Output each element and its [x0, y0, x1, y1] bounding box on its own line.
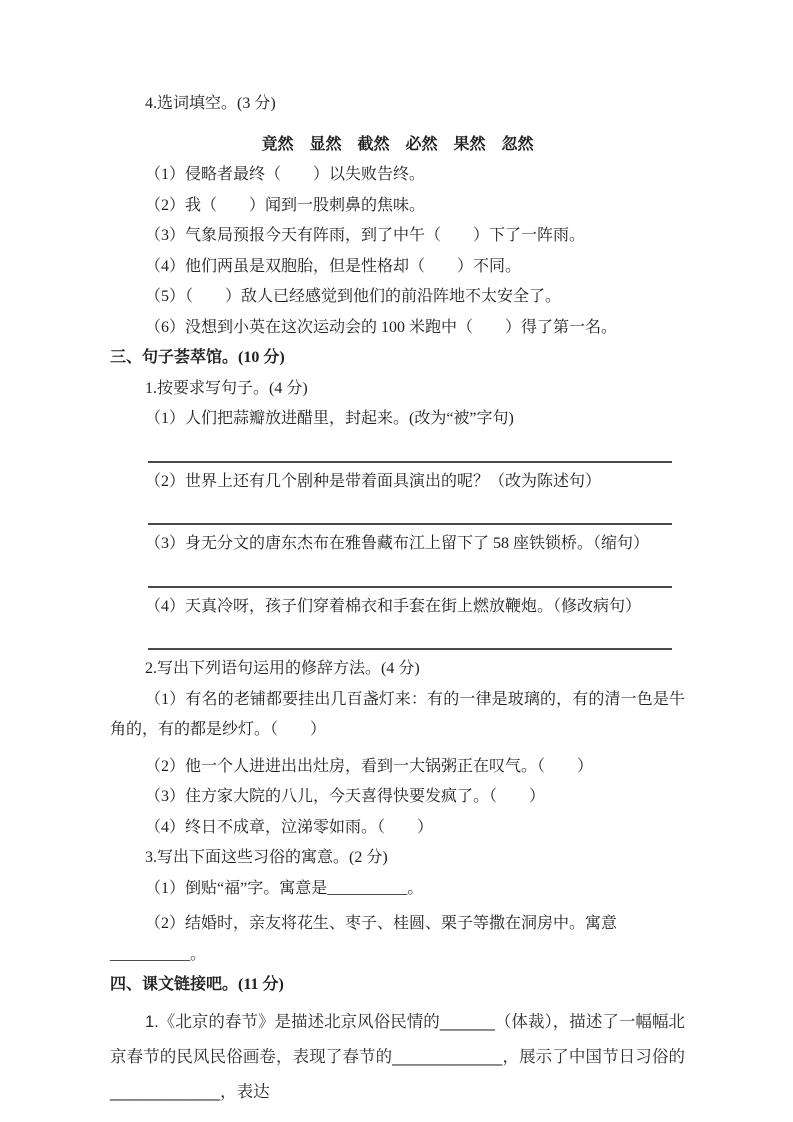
- section3-q3-item-2: （2）结婚时，亲友将花生、枣子、桂圆、栗子等撒在洞房中。寓意__________。: [110, 915, 618, 963]
- section3-heading: 三、句子荟萃馆。(10 分): [110, 349, 285, 366]
- section3-q1-item-2: （2）世界上还有几个剧种是带着面具演出的呢？（改为陈述句）: [145, 472, 602, 490]
- section3-q2-item-1: （1）有名的老铺都要挂出几百盏灯来：有的一律是玻璃的，有的清一色是牛角的，有的都是纱灯。（ ）: [110, 690, 685, 738]
- answer-line-2: [148, 497, 672, 525]
- section3-q1-item-3: （3）身无分文的唐东杰布在雅鲁藏布江上留下了 58 座铁锁桥。（缩句）: [145, 535, 650, 552]
- section3-q2-item-4: （4）终日不成章，泣涕零如雨。（ ）: [145, 818, 434, 836]
- q4-item-6: （6）没想到小英在这次运动会的 100 米跑中（ ）得了第一名。: [145, 318, 618, 336]
- q4-item-2: （2）我（ ）闻到一股刺鼻的焦味。: [145, 196, 426, 214]
- q4-item-1: （1）侵略者最终（ ）以失败告终。: [145, 166, 426, 183]
- section4-heading: 四、课文链接吧。(11 分): [110, 976, 284, 993]
- q4-item-5: （5）（ ）敌人已经感觉到他们的前沿阵地不太安全了。: [145, 288, 562, 305]
- section3-q2-title: 2.写出下列语句运用的修辞方法。(4 分): [145, 660, 420, 677]
- q4-item-3: （3）气象局预报今天有阵雨，到了中午（ ）下了一阵雨。: [145, 227, 586, 244]
- q4-title: 4.选词填空。(3 分): [145, 95, 276, 112]
- q4-word-bank: 竟然 显然 截然 必然 果然 忽然: [261, 135, 534, 153]
- section3-q1-title: 1.按要求写句子。(4 分): [145, 379, 308, 397]
- answer-line-4: [148, 622, 672, 650]
- answer-line-1: [148, 435, 672, 463]
- q4-item-4: （4）他们两虽是双胞胎，但是性格却（ ）不同。: [145, 257, 522, 275]
- answer-line-3: [148, 560, 672, 588]
- section3-q1-item-4: （4）天真冷呀，孩子们穿着棉衣和手套在街上燃放鞭炮。（修改病句）: [145, 597, 642, 615]
- section3-q2-item-2: （2）他一个人进进出出灶房，看到一大锅粥正在叹气。（ ）: [145, 757, 594, 775]
- section4-q1-paragraph: 1.《北京的春节》是描述北京风俗民情的______（体裁），描述了一幅幅北京春节的民风民俗画卷，表现了春节的____________，展示了中国节日习俗的____________，表达: [110, 1012, 685, 1101]
- section3-q2-item-3: （3）住方家大院的八儿，今天喜得快要发疯了。（ ）: [145, 788, 546, 805]
- section3-q3-title: 3.写出下面这些习俗的寓意。(2 分): [145, 849, 388, 866]
- section3-q3-item-1: （1）倒贴“福”字。寓意是__________。: [145, 879, 424, 897]
- section3-q1-item-1: （1）人们把蒜瓣放进醋里，封起来。(改为“被”字句): [145, 410, 514, 427]
